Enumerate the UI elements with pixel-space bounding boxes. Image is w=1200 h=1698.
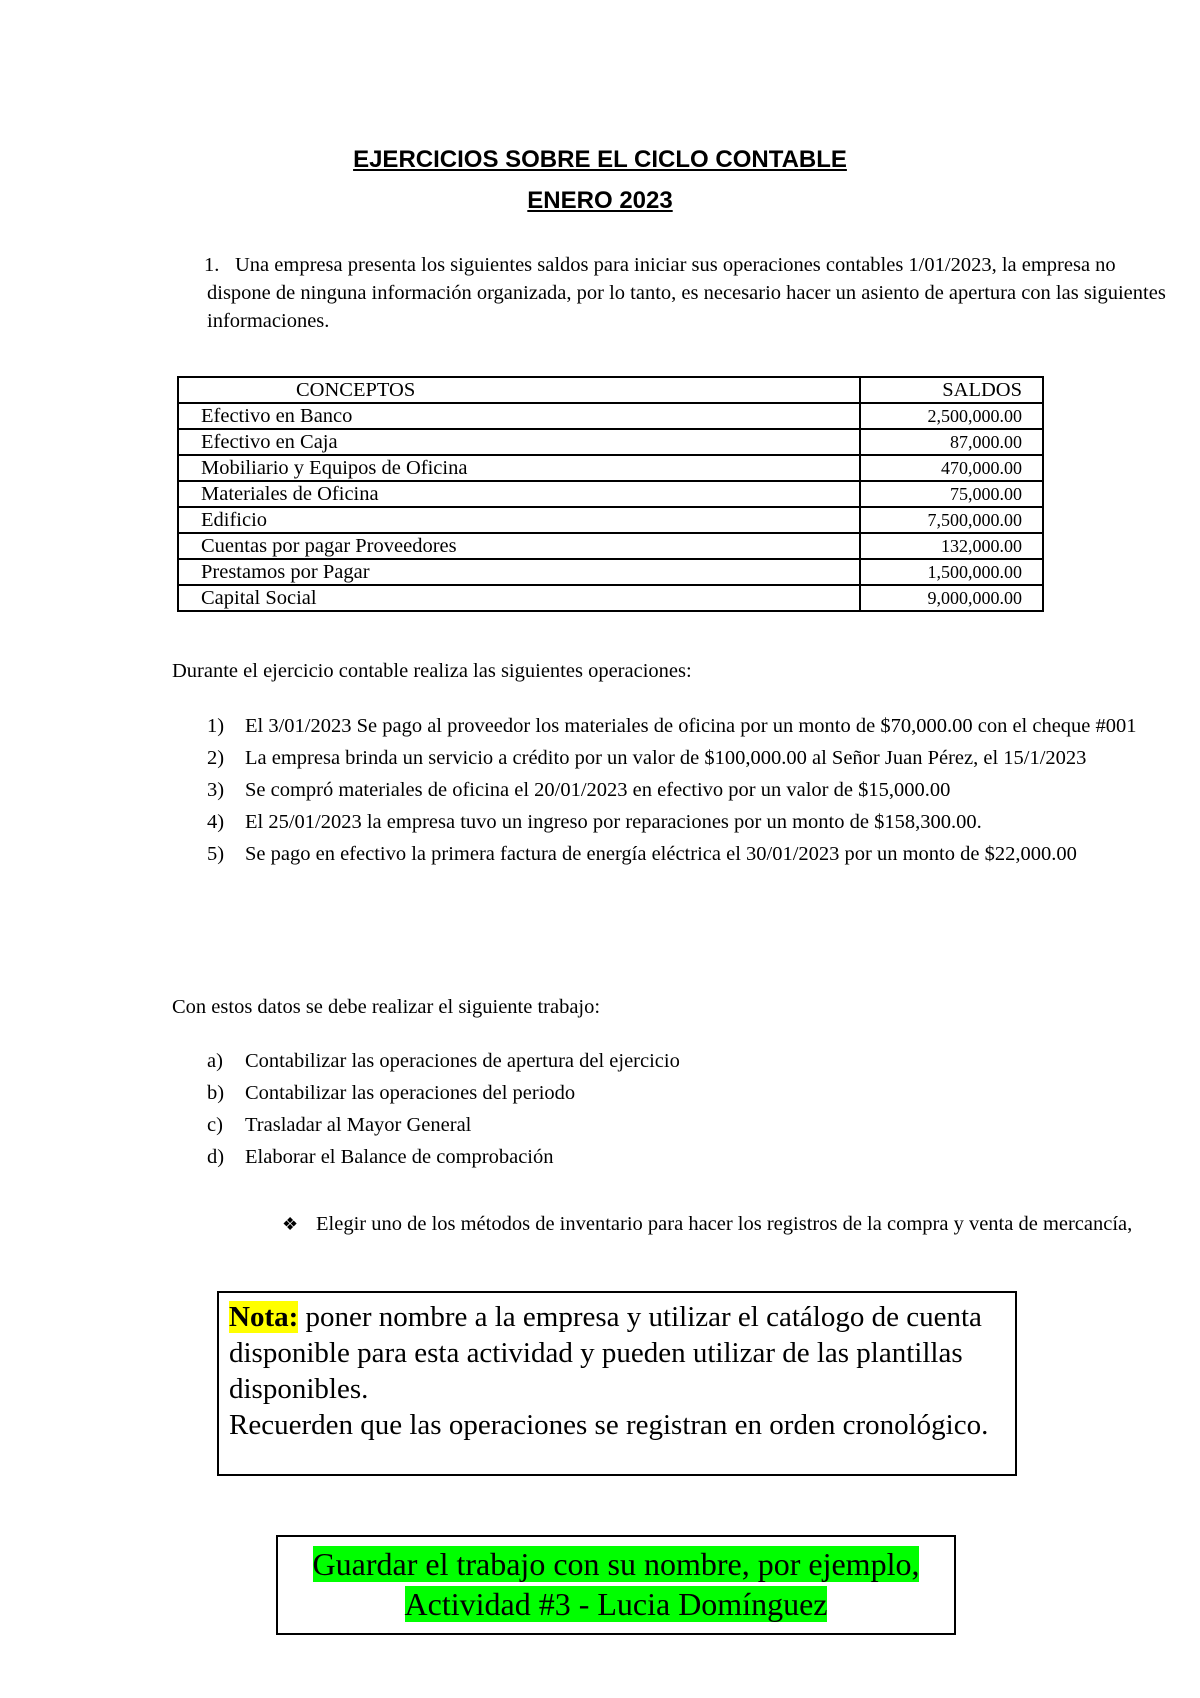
- concepto-cell: Materiales de Oficina: [178, 481, 860, 507]
- intro-text: Una empresa presenta los siguientes saldos para iniciar sus operaciones contables 1/01/2023, la empresa no dispone de ninguna información organizada, por lo tanto, es necesario hacer un asiento de apertura con las siguientes informaciones.: [207, 254, 1166, 332]
- list-marker: 2): [207, 747, 225, 769]
- concepto-cell: Edificio: [178, 507, 860, 533]
- save-instructions-box: [276, 1535, 956, 1635]
- operation-item: [172, 776, 1172, 805]
- saldo-cell: 9,000,000.00: [860, 585, 1043, 611]
- concepto-cell: Capital Social: [178, 585, 860, 611]
- table-row: [178, 455, 1043, 481]
- table-row: [178, 403, 1043, 429]
- list-marker: d): [207, 1146, 225, 1168]
- save-instructions-text: Guardar el trabajo con su nombre, por ejemplo, Actividad #3 - Lucia Domínguez: [312, 1546, 920, 1622]
- table-row: [178, 429, 1043, 455]
- document-subtitle: ENERO 2023: [527, 187, 673, 214]
- list-item-text: Elaborar el Balance de comprobación: [245, 1146, 554, 1168]
- tasks-list: [172, 1047, 1172, 1175]
- intro-paragraph: [204, 251, 1182, 335]
- saldo-cell: 7,500,000.00: [860, 507, 1043, 533]
- note-text: poner nombre a la empresa y utilizar el catálogo de cuenta disponible para esta actividad y pueden utilizar de las plantillas disponibles.: [229, 1301, 982, 1405]
- list-item-text: La empresa brinda un servicio a crédito por un valor de $100,000.00 al Señor Juan Pérez, el 15/1/2023: [245, 747, 1087, 769]
- list-marker: b): [207, 1082, 225, 1104]
- task-item: [172, 1079, 1172, 1108]
- bullet-item: [280, 1210, 1200, 1238]
- concepto-cell: Cuentas por pagar Proveedores: [178, 533, 860, 559]
- header-conceptos: CONCEPTOS: [178, 377, 860, 403]
- list-marker: c): [207, 1114, 223, 1136]
- note-box: [217, 1291, 1017, 1476]
- list-marker: a): [207, 1050, 223, 1072]
- header-saldos: SALDOS: [860, 377, 1043, 403]
- saldo-cell: 2,500,000.00: [860, 403, 1043, 429]
- saldo-cell: 132,000.00: [860, 533, 1043, 559]
- intro-number: 1.: [204, 254, 220, 276]
- operations-list: [172, 712, 1172, 872]
- list-marker: 4): [207, 811, 225, 833]
- list-item-text: El 3/01/2023 Se pago al proveedor los materiales de oficina por un monto de $70,000.00 con el cheque #001: [245, 715, 1137, 737]
- saldo-cell: 470,000.00: [860, 455, 1043, 481]
- table-row: [178, 507, 1043, 533]
- table-row: [178, 559, 1043, 585]
- concepto-cell: Prestamos por Pagar: [178, 559, 860, 585]
- list-item-text: Trasladar al Mayor General: [245, 1114, 472, 1136]
- table-row: [178, 481, 1043, 507]
- list-marker: 3): [207, 779, 225, 801]
- concepto-cell: Mobiliario y Equipos de Oficina: [178, 455, 860, 481]
- task-item: [172, 1111, 1172, 1140]
- list-item-text: El 25/01/2023 la empresa tuvo un ingreso por reparaciones por un monto de $158,300.00.: [245, 811, 982, 833]
- table-header-row: [178, 377, 1043, 403]
- table-row: [178, 585, 1043, 611]
- bullet-text: Elegir uno de los métodos de inventario para hacer los registros de la compra y venta de mercancía,: [316, 1213, 1133, 1235]
- operation-item: [172, 712, 1172, 741]
- concepto-cell: Efectivo en Caja: [178, 429, 860, 455]
- document-title: EJERCICIOS SOBRE EL CICLO CONTABLE: [353, 146, 847, 173]
- concepto-cell: Efectivo en Banco: [178, 403, 860, 429]
- balances-table: [177, 376, 1044, 612]
- saldo-cell: 75,000.00: [860, 481, 1043, 507]
- table-row: [178, 533, 1043, 559]
- diamond-bullet-icon: ❖: [282, 1214, 299, 1234]
- list-item-text: Contabilizar las operaciones de apertura del ejercicio: [245, 1050, 680, 1072]
- tasks-intro: Con estos datos se debe realizar el siguiente trabajo:: [172, 996, 601, 1018]
- list-item-text: Contabilizar las operaciones del periodo: [245, 1082, 576, 1104]
- list-item-text: Se compró materiales de oficina el 20/01/2023 en efectivo por un valor de $15,000.00: [245, 779, 951, 801]
- saldo-cell: 1,500,000.00: [860, 559, 1043, 585]
- task-item: [172, 1143, 1172, 1172]
- task-item: [172, 1047, 1172, 1076]
- list-marker: 1): [207, 715, 225, 737]
- list-item-text: Se pago en efectivo la primera factura de energía eléctrica el 30/01/2023 por un monto de $22,000.00: [245, 843, 1077, 865]
- operation-item: [172, 744, 1172, 773]
- saldo-cell: 87,000.00: [860, 429, 1043, 455]
- operations-intro: Durante el ejercicio contable realiza las siguientes operaciones:: [172, 660, 692, 682]
- list-marker: 5): [207, 843, 225, 865]
- note-text-2: Recuerden que las operaciones se registran en orden cronológico.: [229, 1409, 989, 1441]
- operation-item: [172, 840, 1172, 869]
- operation-item: [172, 808, 1172, 837]
- note-label: Nota:: [229, 1301, 299, 1333]
